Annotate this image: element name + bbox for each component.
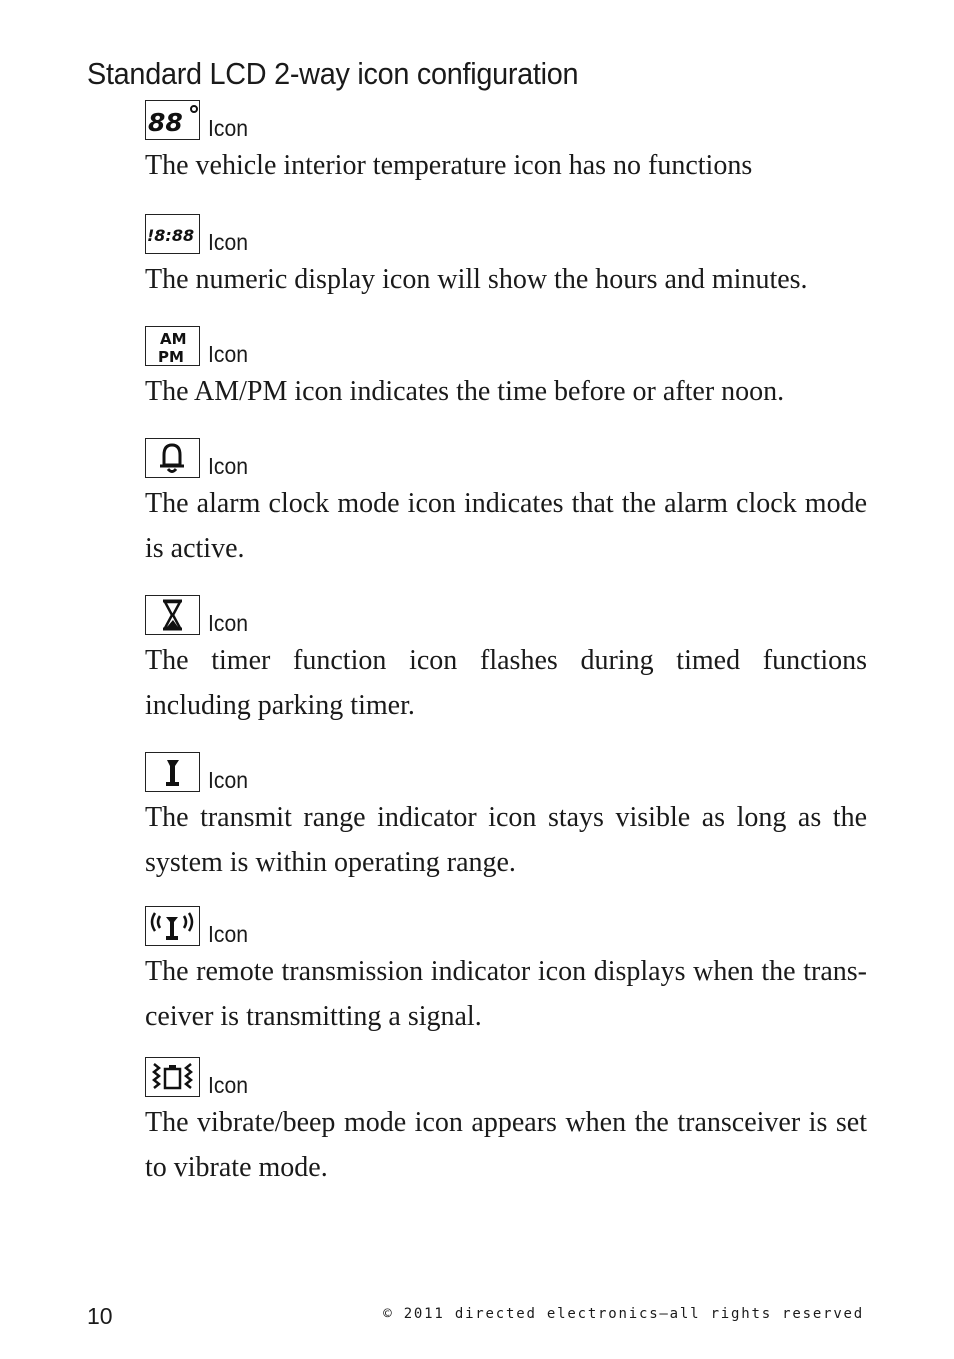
icon-description: The alarm clock mode icon indicates that the alarm clock mode is active. <box>145 488 867 564</box>
alarm-bell-icon <box>145 438 200 478</box>
icon-row <box>145 593 867 635</box>
icon-label: Icon <box>208 767 249 793</box>
am-pm-icon <box>145 326 200 366</box>
icon-description: The vehicle interior temperature icon has no functions <box>145 150 753 181</box>
hourglass-timer-icon <box>145 595 200 635</box>
icon-description: The remote transmission indicator icon displays when the trans-ceiver is transmitting a signal. <box>145 956 867 1032</box>
icon-entry-timer <box>145 593 867 728</box>
icon-entry-am-pm <box>145 324 867 414</box>
svg-text:!8:88: !8:88 <box>147 226 195 245</box>
numeric-clock-display-icon <box>145 214 200 254</box>
icon-entry-alarm-clock <box>145 436 867 571</box>
icon-row <box>145 904 867 946</box>
vibrate-beep-icon <box>145 1057 200 1097</box>
icon-label: Icon <box>208 610 249 636</box>
icon-description: The numeric display icon will show the hours and minutes. <box>145 264 808 295</box>
icon-label: Icon <box>208 115 249 141</box>
icon-row <box>145 98 867 140</box>
page-number: 10 <box>87 1303 113 1329</box>
icon-row <box>145 750 867 792</box>
icon-entry-numeric-display <box>145 212 867 302</box>
copyright-footer: © 2011 directed electronics—all rights reserved <box>383 1306 864 1322</box>
icon-row <box>145 436 867 478</box>
svg-text:88: 88 <box>148 108 183 137</box>
icon-label: Icon <box>208 341 249 367</box>
icon-entry-vibrate-beep <box>145 1055 867 1190</box>
icon-row <box>145 1055 867 1097</box>
transmit-range-icon <box>145 752 200 792</box>
icon-label: Icon <box>208 229 249 255</box>
icon-description: The vibrate/beep mode icon appears when the transceiver is set to vibrate mode. <box>145 1107 867 1183</box>
icon-row <box>145 324 867 366</box>
icon-label: Icon <box>208 453 249 479</box>
icon-label: Icon <box>208 921 249 947</box>
svg-text:AM: AM <box>160 330 187 348</box>
icon-entry-temperature <box>145 98 867 188</box>
svg-text:PM: PM <box>158 348 184 365</box>
icon-description: The timer function icon flashes during timed functions including parking timer. <box>145 645 867 721</box>
page-title: Standard LCD 2-way icon configuration <box>87 56 579 91</box>
icon-description: The transmit range indicator icon stays visible as long as the system is within operating range. <box>145 802 867 878</box>
temperature-88-icon <box>145 100 200 140</box>
remote-transmission-icon <box>145 906 200 946</box>
icon-label: Icon <box>208 1072 249 1098</box>
icon-entry-transmit-range <box>145 750 867 885</box>
icon-entry-remote-transmission <box>145 904 867 1039</box>
icon-description: The AM/PM icon indicates the time before or after noon. <box>145 376 785 407</box>
icon-row <box>145 212 867 254</box>
